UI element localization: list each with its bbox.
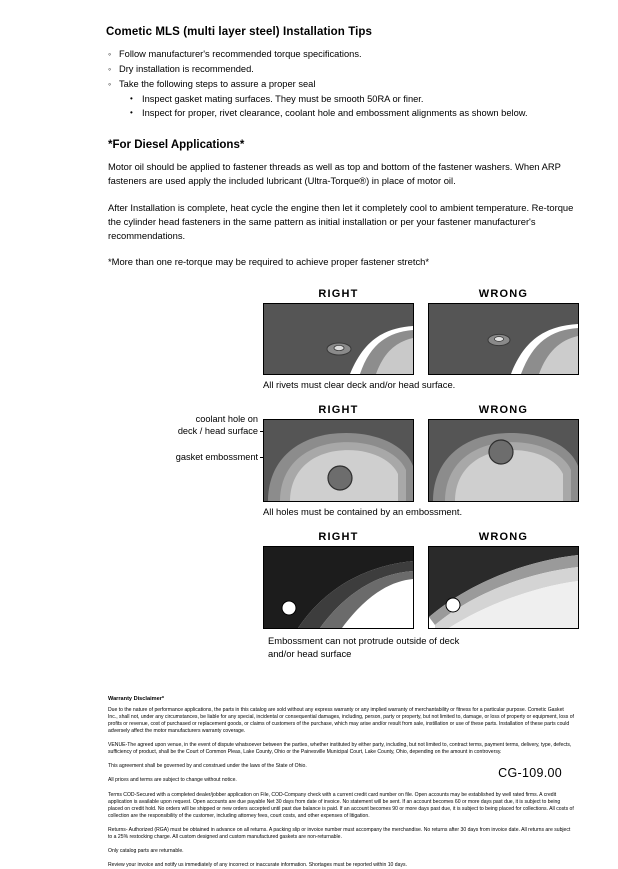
warranty-paragraph: This agreement shall be governed by and construed under the laws of the State of Ohio.: [108, 763, 307, 770]
figure-label-wrong: WRONG: [478, 287, 529, 300]
figure-label-right: RIGHT: [318, 287, 359, 300]
document-number: CG-109.00: [498, 766, 562, 780]
list-item: • Inspect for proper, rivet clearance, coolant hole and embossment alignments as shown below.: [130, 106, 584, 120]
figure-image-right-embossment: [263, 419, 414, 502]
list-item: [108, 77, 584, 120]
figure-right-rivets: [263, 288, 414, 375]
figure-label-wrong: WRONG: [478, 403, 529, 416]
figure-row-embossment: [263, 404, 584, 502]
warranty-section: [108, 696, 574, 869]
list-item: • Inspect gasket mating surfaces. They must be smooth 50RA or finer.: [130, 92, 584, 106]
figure-label-right: RIGHT: [318, 530, 359, 543]
list-item-label: Take the following steps to assure a proper seal: [119, 79, 316, 89]
figure-image-wrong-embossment: [428, 419, 579, 502]
warranty-paragraph: All prices and terms are subject to change without notice.: [108, 777, 237, 784]
installation-sub-tips-list: [119, 92, 584, 120]
installation-tips-list: [108, 47, 584, 120]
warranty-paragraph: Terms COD-Secured with a completed dealer/jobber application on File, COD-Company check with a current credit card number on file. Open accounts may be established by well rated firms. A credit application is available upon request. Open accounts are due payable Net 30 days from date of invoice. No statement will be sent. If an account becomes 60 or more days past due, it is subject to being placed on credit hold. No orders will be shipped or new orders accepted until past due balance is paid. If an account becomes 90 or more days past due, it is subject to being placed for collections. All costs of collection are the responsibility of the customer, including attorney fees, court costs, and other expenses of litigation.: [108, 791, 574, 819]
warranty-paragraph: Returns- Authorized (RGA) must be obtained in advance on all returns. A packing slip or invoice number must accompany the merchandise. No returns after 30 days from invoice date. All returns are subject to a 25% restocking charge. All custom designed and custom manufactured gaskets are non-returnable.: [108, 826, 571, 840]
figure-right-embossment: [263, 404, 414, 502]
figure-caption-rivets: All rivets must clear deck and/or head surface.: [263, 378, 456, 390]
callout-coolant-hole: coolant hole on deck / head surface: [177, 413, 258, 436]
paragraph-motor-oil: Motor oil should be applied to fastener threads as well as top and bottom of the fastener washers. When ARP fasteners are used apply the included lubricant (Ultra-Torque®) in place of motor oil.: [108, 161, 561, 187]
warranty-paragraph: Only catalog parts are returnable.: [108, 848, 184, 855]
list-item: ◦ Dry installation is recommended.: [108, 62, 584, 76]
figure-wrong-embossment: [428, 404, 579, 502]
figure-image-wrong-protrude: [428, 546, 579, 629]
figure-row-protrude: [263, 531, 584, 629]
page-title: Cometic MLS (multi layer steel) Installation Tips: [106, 26, 373, 38]
paragraph-retorque-note: *More than one re-torque may be required to achieve proper fastener stretch*: [108, 256, 430, 268]
figure-caption-embossment: All holes must be contained by an embossment.: [263, 505, 463, 517]
figure-label-wrong: WRONG: [478, 530, 529, 543]
figure-wrong-protrude: [428, 531, 579, 629]
figure-image-right-rivets: [263, 303, 414, 375]
figure-right-protrude: [263, 531, 414, 629]
paragraph-heat-cycle: After Installation is complete, heat cycle the engine then let it completely cool to ambient temperature. Re-torque the cylinder head fasteners in the same pattern as initial installation or per your fastener manufacturer's recommendations.: [108, 201, 574, 242]
warranty-paragraph: VENUE-The agreed upon venue, in the event of dispute whatsoever between the parties, whether instituted by either party, including, but not limited to, contract terms, payment terms, delivery, type, defects, sufficiency of product, shall be the Court of Common Pleas, Lake County, Ohio or the Painesville Municipal Court, Lake County, Ohio, depending on the amount in controversy.: [108, 742, 572, 756]
warranty-heading: Warranty Disclaimer*: [108, 695, 165, 702]
figure-caption-protrude: Embossment can not protrude outside of deck and/or head surface: [268, 634, 460, 659]
figure-image-right-protrude: [263, 546, 414, 629]
list-item: ◦ Follow manufacturer's recommended torque specifications.: [108, 47, 584, 61]
figure-row-rivets: [263, 288, 584, 375]
figure-group: [108, 288, 584, 660]
figure-wrong-rivets: [428, 288, 579, 375]
diesel-applications-heading: *For Diesel Applications*: [108, 139, 245, 151]
callout-gasket-embossment: gasket embossment: [175, 451, 258, 462]
figure-image-wrong-rivets: [428, 303, 579, 375]
warranty-paragraph: Due to the nature of performance applications, the parts in this catalog are sold without any express warranty or any implied warranty of merchantability or fitness for a particular purpose. Cometic Gasket Inc., shall not, under any circumstances, be liable for any special, incidental or consequential damages, including, person, party or property, but not limited to, damage, or loss of property or equipment, loss of profits or revenue, cost of purchased or replacement goods, or claims of customers of the purchase, which may arise and/or result from sale, instillation or use of these parts. Installation of these parts could adversely affect the motor manufacturers warranty coverage.: [108, 706, 574, 735]
figure-label-right: RIGHT: [318, 403, 359, 416]
warranty-paragraph: Review your invoice and notify us immediately of any incorrect or inaccurate information. Shortages must be reported within 10 days.: [108, 862, 407, 869]
